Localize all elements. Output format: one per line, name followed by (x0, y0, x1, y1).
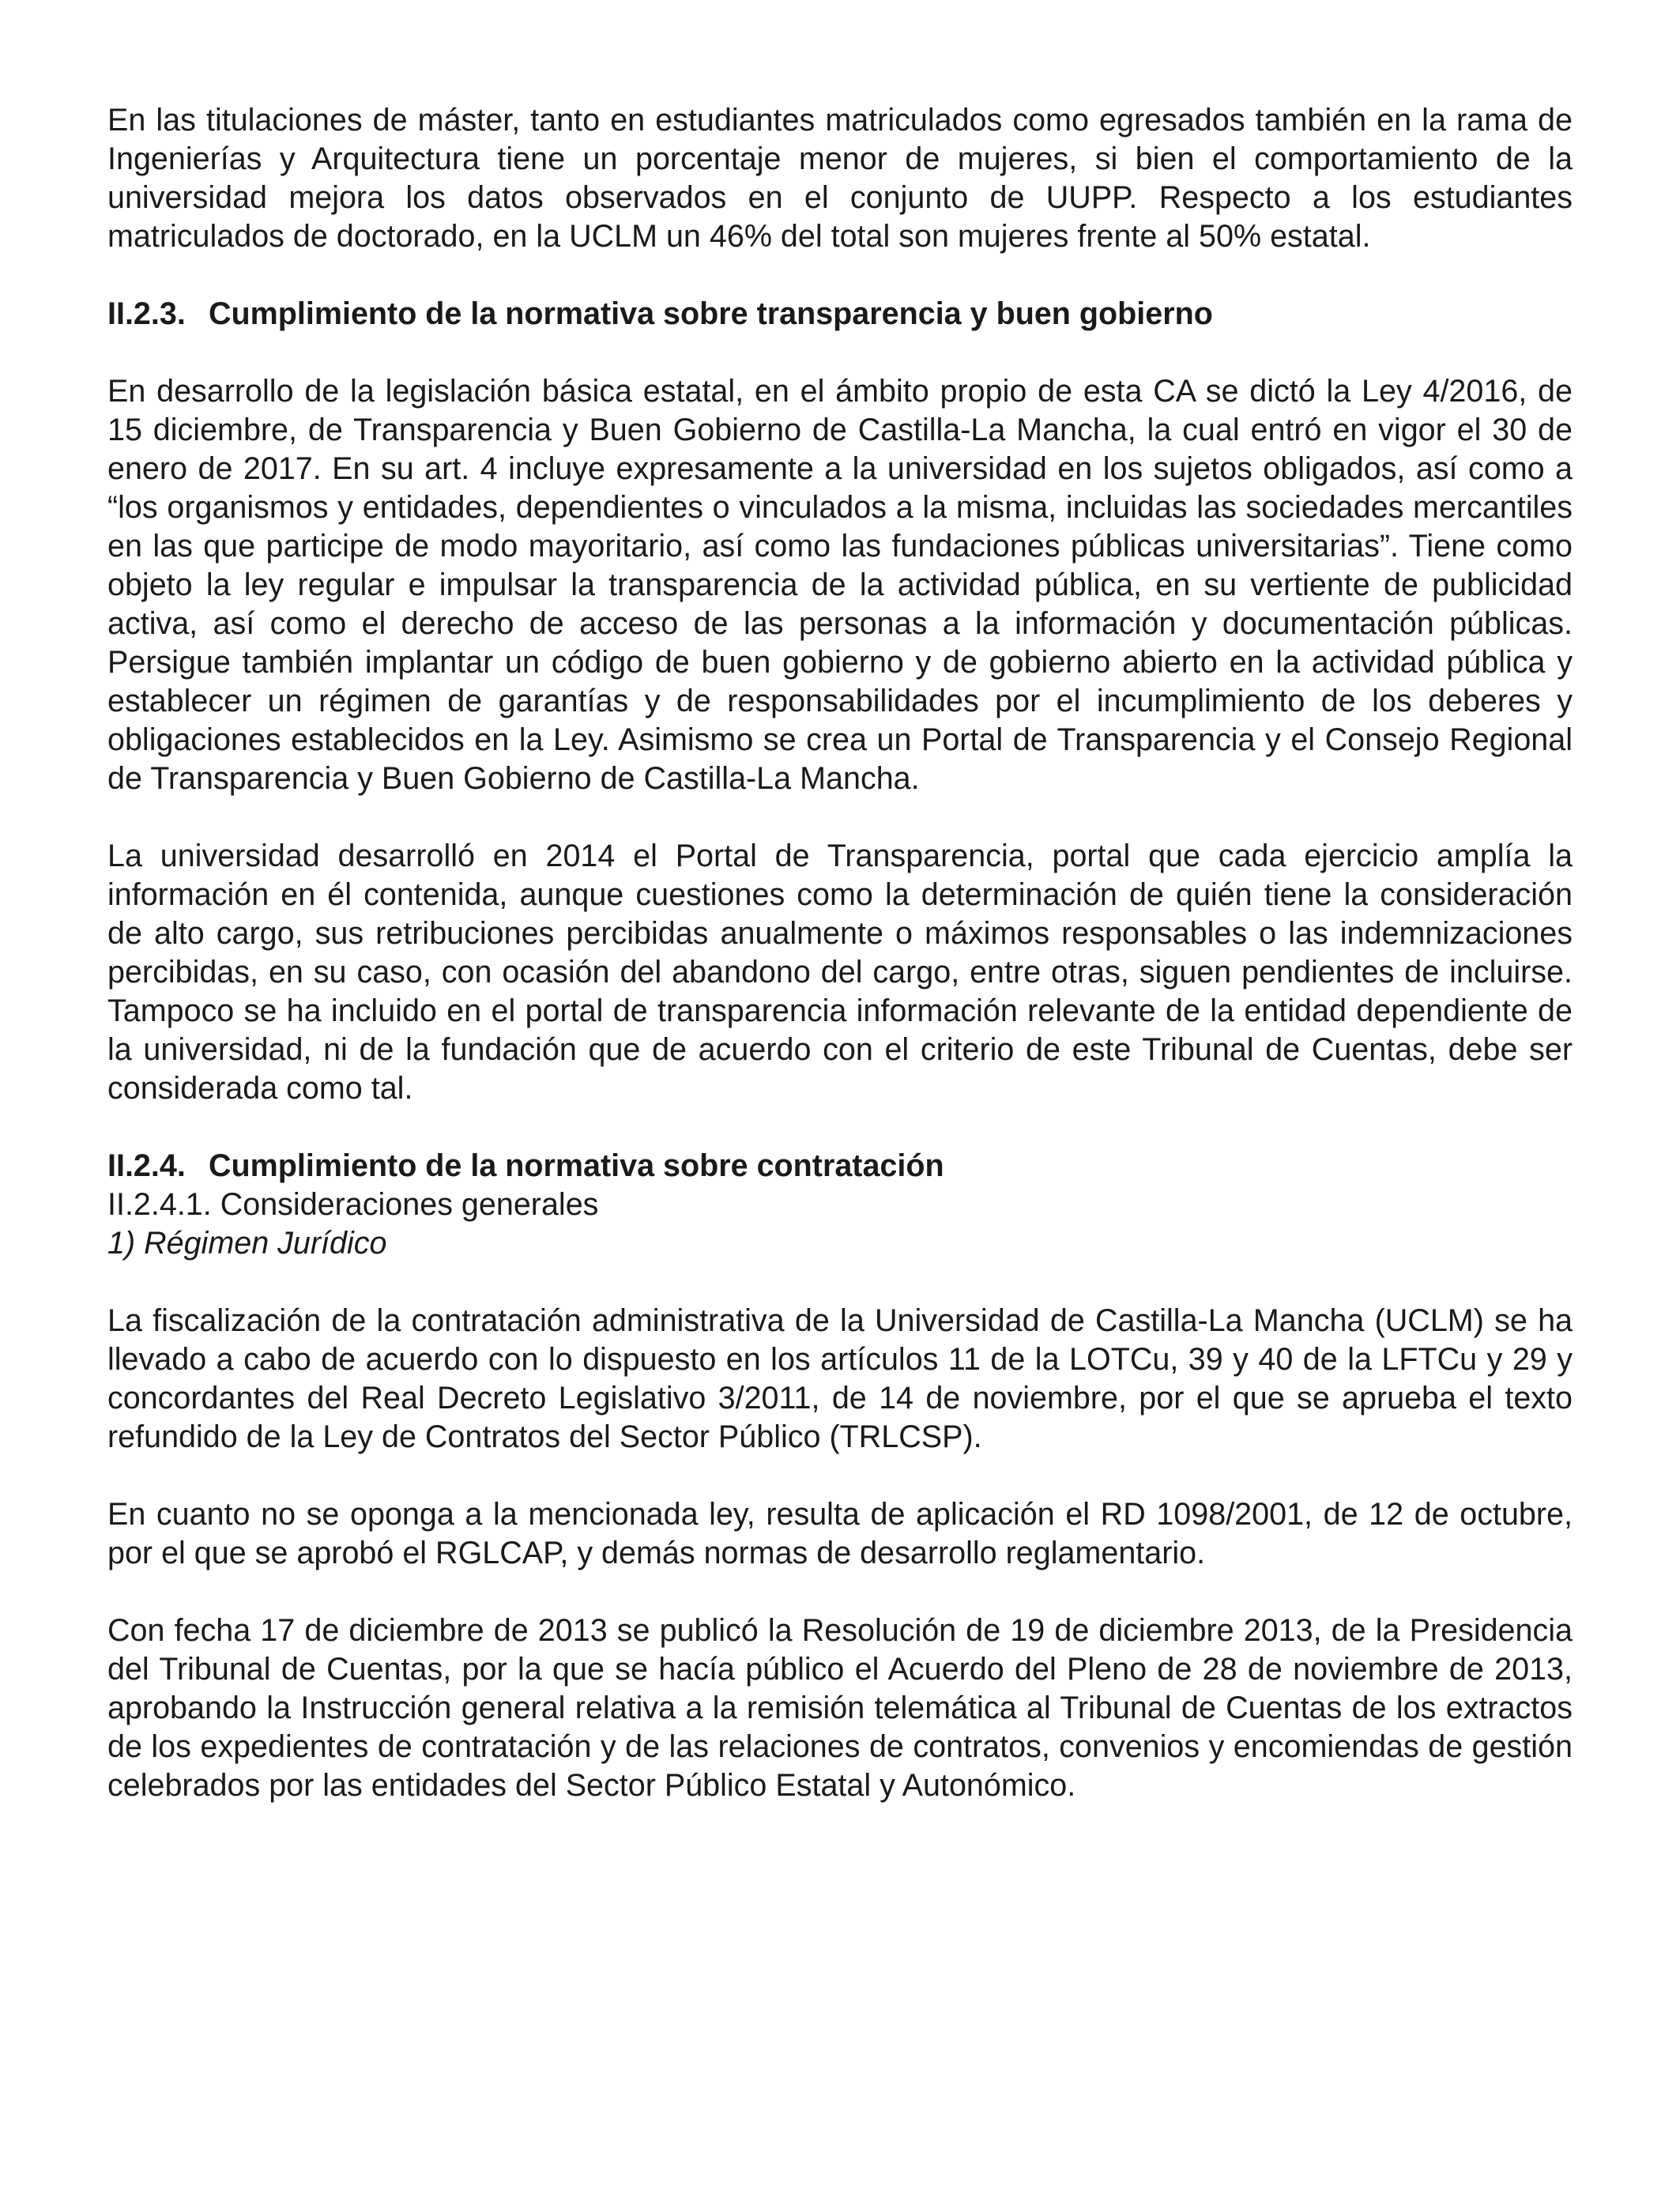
section-heading-transparency (107, 295, 1573, 334)
paragraph-transparency-portal: La universidad desarrolló en 2014 el Portal de Transparencia, portal que cada ejercicio amplía la información en él contenida, aunque cuestiones como la determinación de quién tiene la consideración de alto cargo, sus retribuciones percibidas anualmente o máximos responsables o las indemnizaciones percibidas, en su caso, con ocasión del abandono del cargo, entre otras, siguen pendientes de incluirse. Tampoco se ha incluido en el portal de transparencia información relevante de la entidad dependiente de la universidad, ni de la fundación que de acuerdo con el criterio de este Tribunal de Cuentas, debe ser considerada como tal. (107, 839, 1573, 1106)
paragraph-resolution-2013: Con fecha 17 de diciembre de 2013 se publicó la Resolución de 19 de diciembre 2013, de la Presidencia del Tribunal de Cuentas, por la que se hacía público el Acuerdo del Pleno de 28 de noviembre de 2013, aprobando la Instrucción general relativa a la remisión telemática al Tribunal de Cuentas de los extractos de los expedientes de contratación y de las relaciones de contratos, convenios y encomiendas de gestión celebrados por las entidades del Sector Público Estatal y Autonómico. (107, 1613, 1573, 1803)
section-number: II.2.3. (107, 296, 186, 331)
subsection-heading-legal-regime: 1) Régimen Jurídico (107, 1226, 387, 1261)
paragraph-audit-scope: La fiscalización de la contratación administrativa de la Universidad de Castilla-La Mancha (UCLM) se ha llevado a cabo de acuerdo con lo dispuesto en los artículos 11 de la LOTCu, 39 y 40 de la LFTCu y 29 y concordantes del Real Decreto Legislativo 3/2011, de 14 de noviembre, por el que se aprueba el texto refundido de la Ley de Contratos del Sector Público (TRLCSP). (107, 1303, 1573, 1454)
section-title: Cumplimiento de la normativa sobre contratación (209, 1148, 944, 1183)
section-title: Cumplimiento de la normativa sobre transparencia y buen gobierno (209, 296, 1213, 331)
document-page (107, 101, 1573, 1805)
paragraph-transparency-law: En desarrollo de la legislación básica estatal, en el ámbito propio de esta CA se dictó la Ley 4/2016, de 15 diciembre, de Transparencia y Buen Gobierno de Castilla-La Mancha, la cual entró en vigor el 30 de enero de 2017. En su art. 4 incluye expresamente a la universidad en los sujetos obligados, así como a “los organismos y entidades, dependientes o vinculados a la misma, incluidas las sociedades mercantiles en las que participe de modo mayoritario, así como las fundaciones públicas universitarias”. Tiene como objeto la ley regular e impulsar la transparencia de la actividad pública, en su vertiente de publicidad activa, así como el derecho de acceso de las personas a la información y documentación públicas. Persigue también implantar un código de buen gobierno y de gobierno abierto en la actividad pública y establecer un régimen de garantías y de responsabilidades por el incumplimiento de los deberes y obligaciones establecidos en la Ley. Asimismo se crea un Portal de Transparencia y el Consejo Regional de Transparencia y Buen Gobierno de Castilla-La Mancha. (107, 374, 1573, 796)
section-heading-contracting (107, 1147, 1573, 1186)
paragraph-masters-doctorate: En las titulaciones de máster, tanto en estudiantes matriculados como egresados también en la rama de Ingenierías y Arquitectura tiene un porcentaje menor de mujeres, si bien el comportamiento de la universidad mejora los datos observados en el conjunto de UUPP. Respecto a los estudiantes matriculados de doctorado, en la UCLM un 46% del total son mujeres frente al 50% estatal. (107, 103, 1573, 254)
paragraph-rglcap: En cuanto no se oponga a la mencionada ley, resulta de aplicación el RD 1098/2001, de 12 de octubre, por el que se aprobó el RGLCAP, y demás normas de desarrollo reglamentario. (107, 1497, 1573, 1570)
section-number: II.2.4. (107, 1148, 186, 1183)
subsection-heading-general: II.2.4.1. Consideraciones generales (107, 1187, 599, 1222)
